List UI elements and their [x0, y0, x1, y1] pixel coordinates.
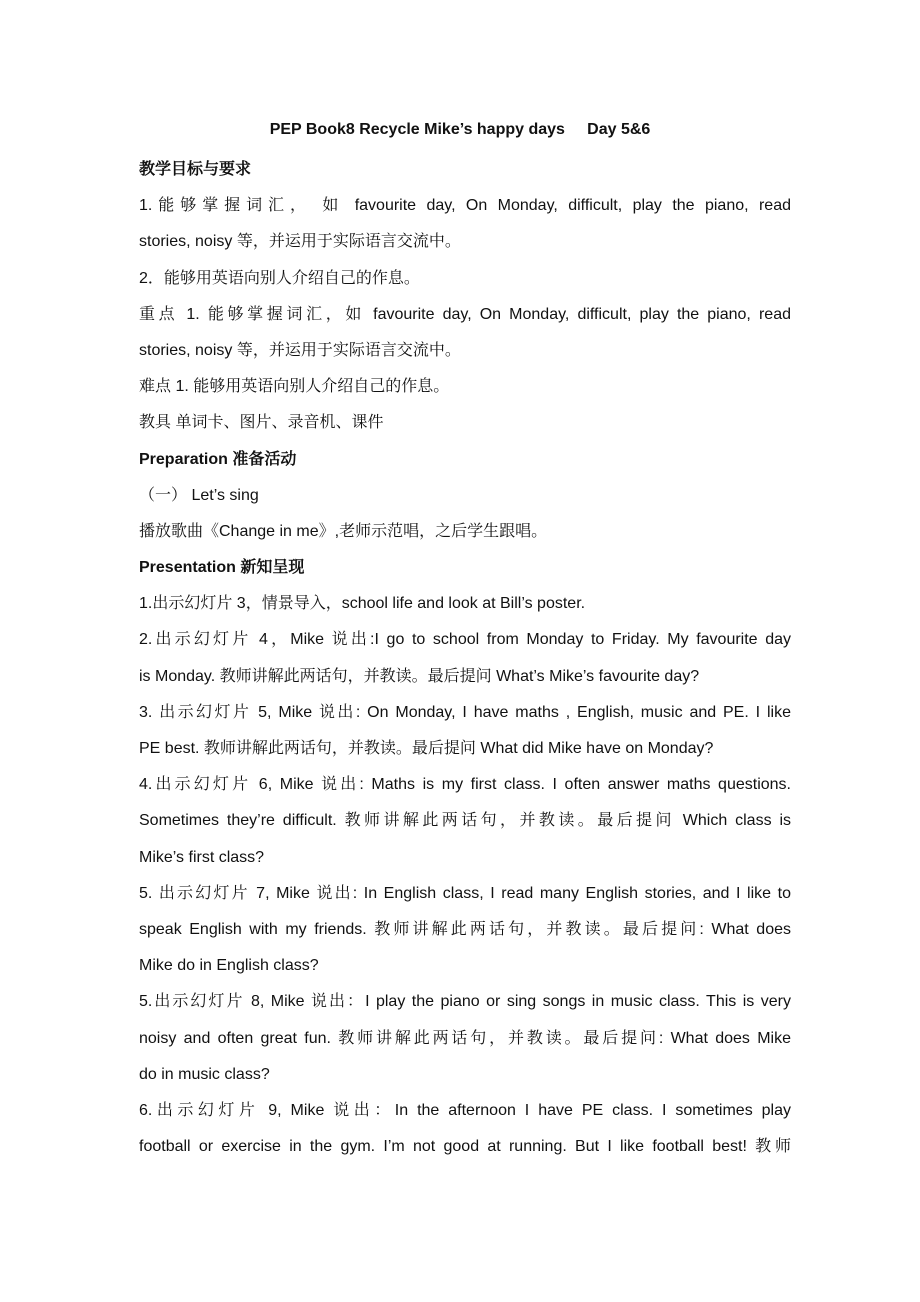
paragraph-line: 播放歌曲《Change in me》,老师示范唱，之后学生跟唱。	[139, 522, 548, 540]
paragraph-line: PE best. 教师讲解此两话句，并教读。最后提问 What did Mike have on Monday?	[139, 740, 714, 757]
paragraph-line: noisy and often great fun. 教师讲解此两话句，并教读。最后提问: What does Mike	[139, 1029, 791, 1047]
paragraph-line: 难点 1. 能够用英语向别人介绍自己的作息。	[139, 378, 450, 396]
paragraph-line: 2.出示幻灯片 4，Mike 说出:I go to school from Monday to Friday. My favourite day	[139, 631, 791, 649]
paragraph-line: 1.能够掌握词汇， 如 favourite day, On Monday, difficult, play the piano, read	[139, 197, 791, 215]
paragraph-line: stories, noisy 等，并运用于实际语言交流中。	[139, 341, 461, 359]
document-body	[139, 152, 791, 1165]
paragraph-line: 6.出示幻灯片 9, Mike 说出：In the afternoon I have PE class. I sometimes play	[139, 1101, 791, 1119]
paragraph-line: Mike’s first class?	[139, 848, 265, 866]
paragraph-line: 5.出示幻灯片 8, Mike 说出：I play the piano or sing songs in music class. This is very	[139, 993, 791, 1011]
section-heading: Preparation 准备活动	[139, 450, 297, 468]
paragraph-line: 4.出示幻灯片 6, Mike 说出: Maths is my first class. I often answer maths questions.	[139, 776, 791, 794]
paragraph-line: 1.出示幻灯片 3，情景导入，school life and look at Bill’s poster.	[139, 595, 586, 613]
paragraph-line: 3. 出示幻灯片 5, Mike 说出: On Monday, I have maths , English, music and PE. I like	[139, 703, 791, 721]
paragraph-line: football or exercise in the gym. I’m not good at running. But I like football best! 教师	[139, 1138, 791, 1156]
paragraph-line: do in music class?	[139, 1065, 270, 1083]
paragraph-line: 2．能够用英语向别人介绍自己的作息。	[139, 269, 420, 287]
paragraph-line: 5. 出示幻灯片 7, Mike 说出: In English class, I read many English stories, and I like to	[139, 884, 791, 902]
paragraph-line: Mike do in English class?	[139, 957, 319, 975]
paragraph-line: Sometimes they’re difficult. 教师讲解此两话句，并教读。最后提问 Which class is	[139, 812, 791, 830]
paragraph-line: stories, noisy 等，并运用于实际语言交流中。	[139, 233, 461, 251]
paragraph-line: （一） Let’s sing	[139, 486, 259, 504]
paragraph-line: speak English with my friends. 教师讲解此两话句，并教读。最后提问: What does	[139, 920, 791, 938]
paragraph-line: is Monday. 教师讲解此两话句，并教读。最后提问 What’s Mike’s favourite day?	[139, 667, 700, 685]
paragraph-line: 重点 1. 能够掌握词汇，如 favourite day, On Monday, difficult, play the piano, read	[139, 305, 791, 323]
paragraph-line: 教具 单词卡、图片、录音机、课件	[139, 414, 384, 432]
section-heading: Presentation 新知呈现	[139, 559, 305, 577]
document-title: PEP Book8 Recycle Mike’s happy days Day 5&6	[269, 121, 651, 138]
section-heading: 教学目标与要求	[139, 161, 252, 178]
